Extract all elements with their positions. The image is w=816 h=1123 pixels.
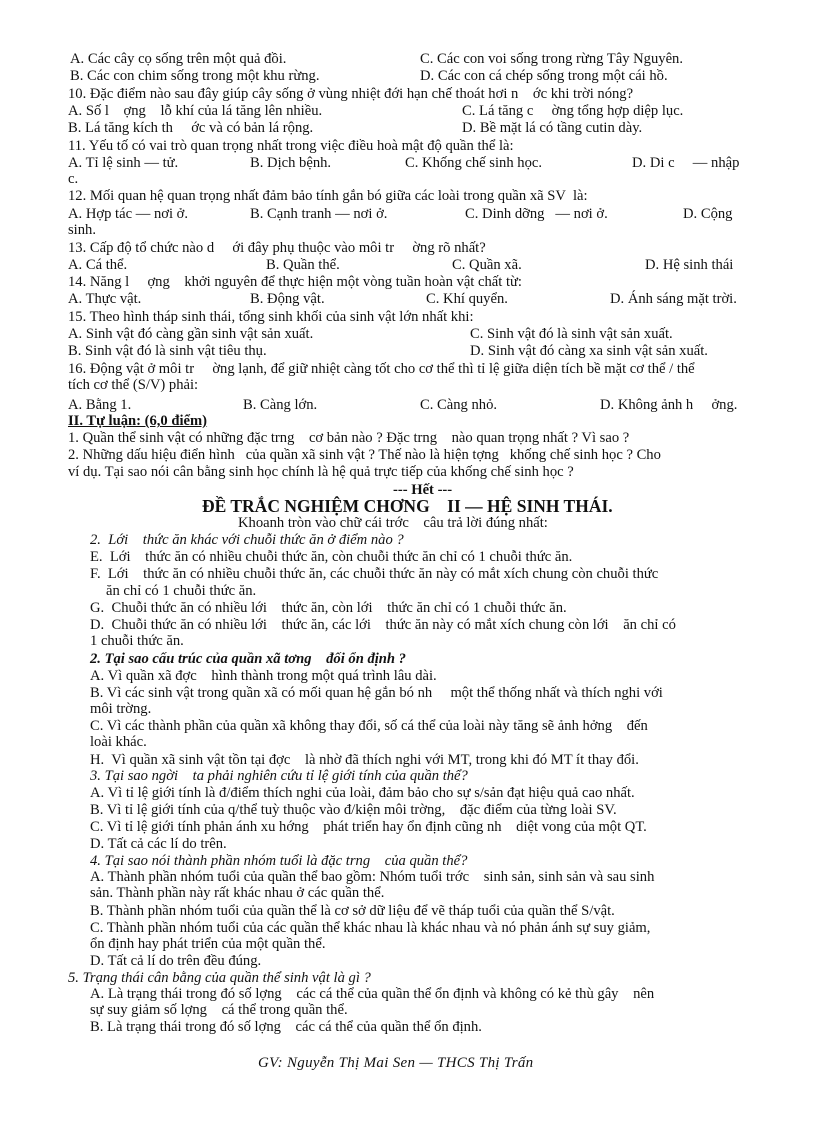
option-text: D. Tất cả lí do trên đều đúng. <box>90 953 262 969</box>
option-text: A. Số l ợng lỗ khí của lá tăng lên nhiều. <box>68 103 323 119</box>
page-footer: GV: Nguyễn Thị Mai Sen — THCS Thị Trấn <box>258 1055 534 1071</box>
option-text: C. Quần xã. <box>452 257 522 273</box>
option-text: D. Ánh sáng mặt trời. <box>610 291 737 307</box>
page-title: ĐỀ TRẮC NGHIỆM CHƠNG II — HỆ SINH THÁI. <box>202 496 613 516</box>
question-stem: 3. Tại sao ngời ta phải nghiên cứu tỉ lệ giới tính của quần thể? <box>90 768 468 784</box>
option-text: G. Chuỗi thức ăn có nhiều lới thức ăn, còn lới thức ăn chỉ có 1 chuỗi thức ăn. <box>90 600 567 616</box>
question-stem: 14. Năng l ợng khởi nguyên để thực hiện một vòng tuần hoàn vật chất từ: <box>68 274 522 290</box>
option-text: D. Chuỗi thức ăn có nhiều lới thức ăn, các lới thức ăn này có mắt xích chung còn lới ăn chỉ có <box>90 617 676 633</box>
option-text: A. Thực vật. <box>68 291 142 307</box>
option-text: B. Quần thể. <box>266 257 340 273</box>
question-stem: 11. Yếu tố có vai trò quan trọng nhất trong việc điều hoà mật độ quần thể là: <box>68 138 514 154</box>
option-text: D. Cộng <box>683 206 733 222</box>
essay-question: ví dụ. Tại sao nói cân bằng sinh học chính là hệ quả trực tiếp của khống chế sinh học ? <box>68 464 574 480</box>
option-text: C. Khống chế sinh học. <box>405 155 543 171</box>
option-text: D. Hệ sinh thái <box>645 257 734 273</box>
option-text: B. Các con chim sống trong một khu rừng. <box>70 68 320 84</box>
question-stem: 13. Cấp độ tổ chức nào d ới đây phụ thuộc vào môi tr ờng rõ nhất? <box>68 240 486 256</box>
option-text: B. Càng lớn. <box>243 397 318 413</box>
option-text: c. <box>68 171 79 187</box>
option-text: 1 chuỗi thức ăn. <box>90 633 184 649</box>
option-text: D. Tất cả các lí do trên. <box>90 836 227 852</box>
option-text: ổn định hay phát triển của một quần thể. <box>90 936 326 952</box>
option-text: C. Thành phần nhóm tuổi của các quần thể khác nhau là khác nhau và nó phản ánh sự suy giảm, <box>90 920 651 936</box>
question-stem: 16. Động vật ở môi tr ờng lạnh, để giữ nhiệt càng tốt cho cơ thể thì tỉ lệ giữa diện tích bề mặt cơ thể / thể <box>68 361 695 377</box>
option-text: B. Sinh vật đó là sinh vật tiêu thụ. <box>68 343 267 359</box>
option-text: C. Sinh vật đó là sinh vật sản xuất. <box>470 326 673 342</box>
option-text: B. Vì các sinh vật trong quần xã có mối quan hệ gắn bó nh một thể thống nhất và thích nghi với <box>90 685 663 701</box>
option-text: B. Vì tỉ lệ giới tính của q/thể tuỳ thuộc vào đ/kiện môi trờng, đặc điểm của từng loài SV. <box>90 802 617 818</box>
option-text: C. Vì tỉ lệ giới tính phản ánh xu hớng phát triển hay ổn định cũng nh diệt vong của một QT. <box>90 819 647 835</box>
option-text: C. Dinh dỡng — nơi ở. <box>465 206 608 222</box>
section-heading: II. Tự luận: (6,0 điểm) <box>68 413 208 429</box>
option-text: A. Sinh vật đó càng gần sinh vật sản xuất. <box>68 326 314 342</box>
option-text: E. Lới thức ăn có nhiều chuỗi thức ăn, còn chuỗi thức ăn chỉ có 1 chuỗi thức ăn. <box>90 549 573 565</box>
option-text: D. Di c — nhập <box>632 155 740 171</box>
option-text: ăn chỉ có 1 chuỗi thức ăn. <box>106 583 257 599</box>
option-text: F. Lới thức ăn có nhiều chuỗi thức ăn, các chuỗi thức ăn này có mắt xích chung còn chuỗi thức <box>90 566 659 582</box>
option-text: A. Là trạng thái trong đó số lợng các cá thể của quần thể ổn định và không có kẻ thù gây nên <box>90 986 655 1002</box>
option-text: A. Các cây cọ sống trên một quả đồi. <box>70 51 287 67</box>
option-text: sinh. <box>68 222 96 238</box>
option-text: D. Các con cá chép sống trong một cái hồ. <box>420 68 668 84</box>
question-stem: 2. Tại sao cấu trúc của quần xã tơng đối ổn định ? <box>90 651 406 667</box>
option-text: A. Vì quần xã đợc hình thành trong một quá trình lâu dài. <box>90 668 437 684</box>
option-text: A. Tỉ lệ sinh — tử. <box>68 155 179 171</box>
question-stem: 2. Lới thức ăn khác với chuỗi thức ăn ở điểm nào ? <box>90 532 404 548</box>
question-stem: 15. Theo hình tháp sinh thái, tổng sinh khối của sinh vật lớn nhất khi: <box>68 309 474 325</box>
option-text: D. Bề mặt lá có tầng cutin dày. <box>462 120 643 136</box>
option-text: D. Không ảnh h ởng. <box>600 397 738 413</box>
option-text: C. Lá tăng c ờng tổng hợp diệp lục. <box>462 103 684 119</box>
option-text: C. Các con voi sống trong rừng Tây Nguyên. <box>420 51 683 67</box>
option-text: A. Vì tỉ lệ giới tính là đ/điểm thích nghi của loài, đảm bảo cho sự s/sản đạt hiệu quả cao nhất. <box>90 785 635 801</box>
question-stem: 4. Tại sao nói thành phần nhóm tuổi là đặc trng của quần thể? <box>90 853 468 869</box>
option-text: A. Hợp tác — nơi ở. <box>68 206 189 222</box>
option-text: B. Cạnh tranh — nơi ở. <box>250 206 388 222</box>
question-stem: 10. Đặc điểm nào sau đây giúp cây sống ở vùng nhiệt đới hạn chế thoát hơi n ớc khi trời nóng? <box>68 86 634 102</box>
option-text: A. Cá thể. <box>68 257 128 273</box>
end-marker: --- Hết --- <box>393 482 453 498</box>
option-text: sản. Thành phần này rất khác nhau ở các quần thể. <box>90 885 385 901</box>
question-stem: 12. Mối quan hệ quan trọng nhất đảm bảo tính gắn bó giữa các loài trong quần xã SV là: <box>68 188 588 204</box>
instruction: Khoanh tròn vào chữ cái trớc câu trả lời đúng nhất: <box>238 515 548 531</box>
option-text: sự suy giảm số lợng cá thể trong quần thể. <box>90 1002 348 1018</box>
option-text: B. Thành phần nhóm tuổi của quần thể là cơ sở dữ liệu để vẽ tháp tuổi của quần thể S/vật. <box>90 903 615 919</box>
option-text: B. Lá tăng kích th ớc và có bản lá rộng. <box>68 120 314 136</box>
question-stem: 5. Trạng thái cân bằng của quần thể sinh vật là gì ? <box>68 970 371 986</box>
question-stem: tích cơ thể (S/V) phải: <box>68 377 199 393</box>
essay-question: 2. Những dấu hiệu điển hình của quần xã sinh vật ? Thế nào là hiện tợng khống chế sinh học ? Cho <box>68 447 661 463</box>
option-text: môi trờng. <box>90 701 152 717</box>
option-text: D. Sinh vật đó càng xa sinh vật sản xuất. <box>470 343 708 359</box>
option-text: C. Càng nhỏ. <box>420 397 498 413</box>
option-text: A. Thành phần nhóm tuổi của quần thể bao gồm: Nhóm tuổi trớc sinh sản, sinh sản và sau sinh <box>90 869 655 885</box>
option-text: C. Khí quyển. <box>426 291 508 307</box>
option-text: C. Vì các thành phần của quần xã không thay đổi, số cá thể của loài này tăng sẽ ảnh hởng đến <box>90 718 648 734</box>
essay-question: 1. Quần thể sinh vật có những đặc trng cơ bản nào ? Đặc trng nào quan trọng nhất ? Vì sao ? <box>68 430 630 446</box>
option-text: loài khác. <box>90 734 147 750</box>
option-text: B. Dịch bệnh. <box>250 155 332 171</box>
option-text: B. Động vật. <box>250 291 325 307</box>
option-text: B. Là trạng thái trong đó số lợng các cá thể của quần thể ổn định. <box>90 1019 482 1035</box>
option-text: H. Vì quần xã sinh vật tồn tại đợc là nhờ đã thích nghi với MT, trong khi đó MT ít thay đổi. <box>90 752 639 768</box>
option-text: A. Bằng 1. <box>68 397 132 413</box>
